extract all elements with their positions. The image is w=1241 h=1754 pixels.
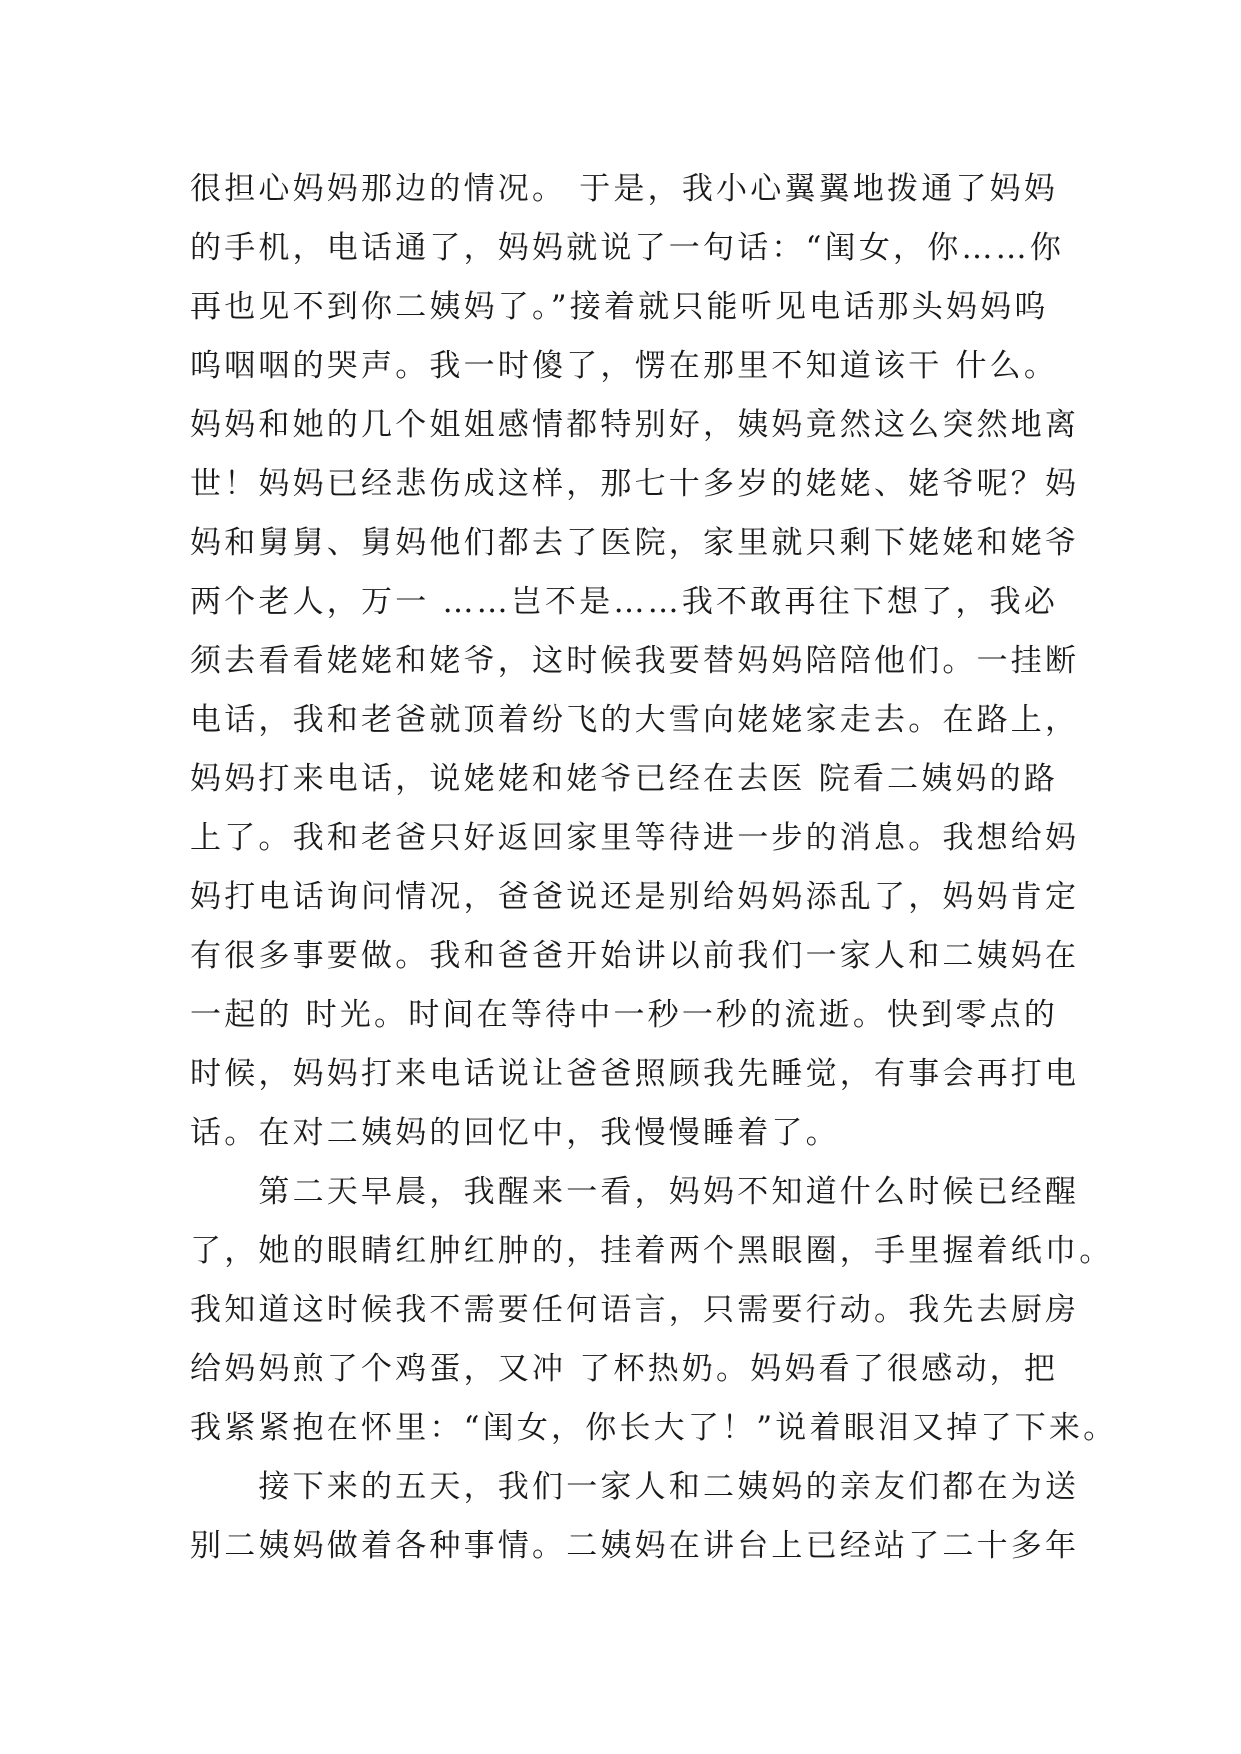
text-line: 须去看看姥姥和姥爷，这时候我要替妈妈陪陪他们。一挂断	[190, 643, 1080, 679]
text-line: 两个老人，万一 ……岂不是……我不敢再往下想了，我必	[190, 584, 1059, 620]
text-line: 再也见不到你二姨妈了。”接着就只能听见电话那头妈妈呜	[190, 289, 1049, 325]
text-line: 话。在对二姨妈的回忆中，我慢慢睡着了。	[190, 1115, 840, 1151]
text-line: 的手机，电话通了，妈妈就说了一句话：“闺女，你……你	[190, 230, 1065, 266]
text-line: 妈打电话询问情况，爸爸说还是别给妈妈添乱了，妈妈肯定	[190, 879, 1080, 915]
text-line: 妈妈和她的几个姐姐感情都特别好，姨妈竟然这么突然地离	[190, 407, 1080, 443]
text-line: 我知道这时候我不需要任何语言，只需要行动。我先去厨房	[190, 1292, 1080, 1328]
text-line: 上了。我和老爸只好返回家里等待进一步的消息。我想给妈	[190, 820, 1080, 856]
text-line: 呜咽咽的哭声。我一时傻了，愣在那里不知道该干 什么。	[190, 348, 1059, 384]
text-line: 很担心妈妈那边的情况。 于是，我小心翼翼地拨通了妈妈	[190, 171, 1059, 207]
text-line: 世！妈妈已经悲伤成这样，那七十多岁的姥姥、姥爷呢？妈	[190, 466, 1080, 502]
text-line: 有很多事要做。我和爸爸开始讲以前我们一家人和二姨妈在	[190, 938, 1080, 974]
text-line: 第二天早晨，我醒来一看，妈妈不知道什么时候已经醒	[190, 1174, 1080, 1210]
text-line: 我紧紧抱在怀里：“闺女，你长大了！”说着眼泪又掉了下来。	[190, 1410, 1118, 1446]
text-line: 了，她的眼睛红肿红肿的，挂着两个黑眼圈，手里握着纸巾。	[190, 1233, 1114, 1269]
text-line: 接下来的五天，我们一家人和二姨妈的亲友们都在为送	[190, 1469, 1080, 1505]
body-text	[190, 160, 1118, 1576]
text-line: 别二姨妈做着各种事情。二姨妈在讲台上已经站了二十多年	[190, 1528, 1080, 1564]
text-line: 时候，妈妈打来电话说让爸爸照顾我先睡觉，有事会再打电	[190, 1056, 1080, 1092]
text-line: 妈妈打来电话，说姥姥和姥爷已经在去医 院看二姨妈的路	[190, 761, 1059, 797]
text-line: 一起的 时光。时间在等待中一秒一秒的流逝。快到零点的	[190, 997, 1059, 1033]
text-line: 妈和舅舅、舅妈他们都去了医院，家里就只剩下姥姥和姥爷	[190, 525, 1080, 561]
text-line: 电话，我和老爸就顶着纷飞的大雪向姥姥家走去。在路上，	[190, 702, 1080, 738]
text-line: 给妈妈煎了个鸡蛋，又冲 了杯热奶。妈妈看了很感动，把	[190, 1351, 1059, 1387]
